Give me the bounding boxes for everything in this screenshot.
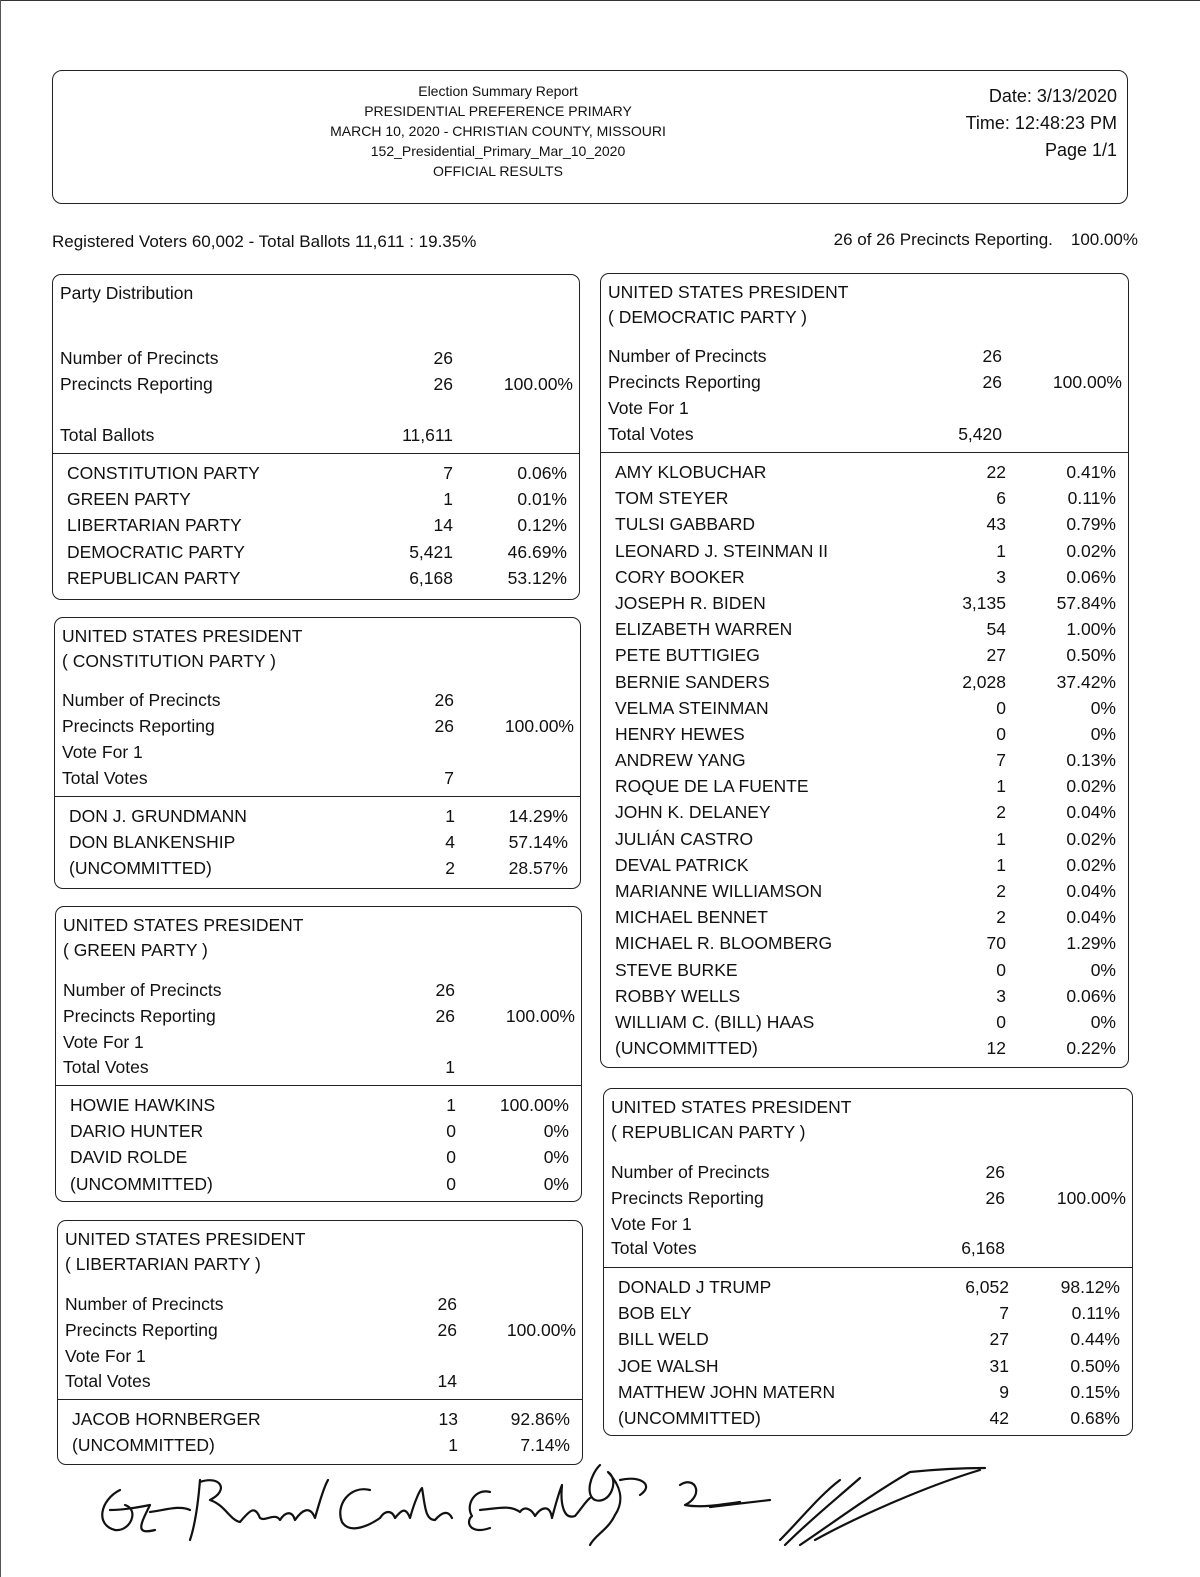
vote-percent: 0.02% [1066,776,1116,797]
panel-title-line: UNITED STATES PRESIDENT [611,1097,852,1117]
report-title-line: PRESIDENTIAL PREFERENCE PRIMARY [364,103,632,119]
vote-count: 43 [986,514,1006,535]
vote-percent: 0.50% [1066,645,1116,666]
vote-count: 13 [438,1409,458,1429]
stat-vote-for [62,739,574,765]
stat-value: 11,611 [402,425,453,445]
result-row [601,485,1128,511]
stat-label: Number of Precincts [608,346,767,366]
result-row [601,538,1128,564]
vote-count: 2 [996,802,1006,823]
result-row [601,1035,1128,1061]
stat-precincts-reporting [62,713,574,739]
candidate-name: ROQUE DE LA FUENTE [615,776,809,797]
democratic-party-panel [600,273,1129,1068]
vote-count: 7 [443,463,453,483]
stat-vote-for [611,1211,1126,1237]
report-page: Page 1/1 [1044,140,1117,160]
stat-value: 26 [982,346,1002,366]
candidate-name: JULIÁN CASTRO [615,828,754,849]
panel-title-line: UNITED STATES PRESIDENT [65,1229,306,1249]
stat-total-votes [62,765,574,791]
vote-percent: 0.50% [1070,1355,1120,1376]
panel-subtitle-line: ( DEMOCRATIC PARTY ) [608,307,807,327]
result-row [601,564,1128,590]
vote-count: 27 [989,1329,1009,1350]
vote-count: 2 [996,881,1006,901]
vote-count: 1 [996,776,1006,797]
result-rows [604,1268,1132,1431]
stat-vote-for [63,1029,575,1055]
report-title-line: MARCH 10, 2020 - CHRISTIAN COUNTY, MISSOURI [330,123,666,139]
vote-percent: 0.06% [1066,985,1116,1006]
stat-label: Precincts Reporting [611,1188,764,1208]
candidate-name: MARIANNE WILLIAMSON [615,881,823,901]
result-row [53,486,579,512]
vote-percent: 0.11% [1071,1303,1120,1324]
result-rows [55,797,580,882]
vote-count: 12 [986,1038,1006,1059]
vote-percent: 0.04% [1066,802,1116,823]
candidate-name: DON J. GRUNDMANN [69,806,247,826]
panel-title-line: UNITED STATES PRESIDENT [608,282,849,302]
result-row [56,1118,581,1144]
panel-title-line: Party Distribution [60,283,194,303]
result-row [53,539,579,565]
result-row [601,852,1128,878]
vote-count: 0 [996,697,1006,718]
candidate-name: JOSEPH R. BIDEN [615,592,766,613]
result-row [53,512,579,538]
candidate-name: MICHAEL BENNET [615,907,768,928]
stat-value: 26 [434,716,454,736]
panel-title [63,913,304,963]
page-top-rule [0,0,1200,1]
vote-percent: 0.04% [1066,881,1116,901]
stat-precincts-reporting [611,1185,1126,1211]
vote-percent: 0% [543,1173,569,1194]
precincts-reporting-pct: 100.00% [1070,230,1138,249]
stat-total-votes [65,1368,576,1394]
result-row [56,1144,581,1170]
stat-value: 1 [445,1057,455,1077]
stat-pct: 100.00% [1052,372,1122,392]
vote-percent: 53.12% [507,567,567,588]
candidate-name: DARIO HUNTER [70,1121,204,1142]
vote-count: 42 [989,1407,1009,1428]
result-row [601,1009,1128,1035]
stat-number-of-precincts [608,343,1122,369]
candidate-name: GREEN PARTY [67,489,191,510]
stat-pct: 100.00% [503,374,573,394]
panel-title-line: UNITED STATES PRESIDENT [62,626,303,646]
result-row [56,1171,581,1197]
vote-percent: 0.13% [1066,750,1116,771]
panel-header [604,1089,1132,1268]
result-row [601,826,1128,852]
candidate-name: JOHN K. DELANEY [615,802,771,823]
report-meta [966,83,1117,164]
candidate-name: CORY BOOKER [615,566,745,587]
vote-count: 6,052 [965,1277,1009,1297]
panel-subtitle-line: ( REPUBLICAN PARTY ) [611,1122,806,1142]
result-row [601,957,1128,983]
stat-value: 26 [433,374,453,394]
vote-percent: 0.02% [1066,828,1116,849]
stat-label: Precincts Reporting [608,372,761,392]
vote-percent: 57.84% [1056,592,1116,613]
vote-count: 1 [996,828,1006,849]
panel-title-line: UNITED STATES PRESIDENT [63,915,304,935]
result-rows [56,1086,581,1197]
result-row [601,590,1128,616]
stat-label: Total Votes [62,768,148,788]
stat-number-of-precincts [62,687,574,713]
vote-count: 5,421 [409,541,453,562]
result-row [601,930,1128,956]
vote-count: 22 [986,462,1006,482]
report-header [52,70,1128,204]
stat-value: 26 [435,1006,455,1026]
stat-label: Precincts Reporting [65,1320,218,1340]
stat-value: 26 [982,372,1002,392]
result-row [601,747,1128,773]
result-row [53,565,579,591]
vote-count: 27 [986,645,1006,666]
vote-percent: 0.02% [1066,540,1116,561]
stat-label: Number of Precincts [65,1294,224,1314]
result-row [58,1406,582,1432]
vote-percent: 7.14% [520,1435,570,1456]
candidate-name: DAVID ROLDE [70,1147,188,1168]
stat-label: Number of Precincts [611,1162,770,1182]
candidate-name: STEVE BURKE [615,959,738,980]
candidate-name: TULSI GABBARD [615,514,756,535]
candidate-name: (UNCOMMITTED) [69,858,212,879]
stat-vote-for [608,395,1122,421]
panel-title [60,281,193,306]
registered-voters-summary: Registered Voters 60,002 - Total Ballots 11,611 : 19.35% [52,232,477,251]
stat-value: 14 [437,1371,457,1391]
stat-label: Total Votes [611,1238,697,1258]
candidate-name: LIBERTARIAN PARTY [67,515,242,536]
vote-percent: 0.11% [1067,488,1116,509]
vote-percent: 0.04% [1066,907,1116,928]
vote-count: 0 [996,1011,1006,1032]
vote-percent: 0% [1090,1011,1116,1032]
stat-precincts-reporting [608,369,1122,395]
vote-percent: 100.00% [499,1095,569,1115]
vote-count: 2 [996,907,1006,928]
stat-label: Vote For 1 [63,1032,144,1052]
panel-title [65,1227,306,1277]
result-row [601,799,1128,825]
candidate-name: BOB ELY [618,1303,692,1324]
panel-subtitle-line: ( CONSTITUTION PARTY ) [62,651,276,671]
candidate-name: MATTHEW JOHN MATERN [618,1381,836,1402]
vote-percent: 0% [1090,959,1116,980]
result-row [604,1405,1132,1431]
result-row [601,695,1128,721]
candidate-name: CONSTITUTION PARTY [67,463,260,483]
vote-percent: 0% [543,1147,569,1168]
result-row [604,1300,1132,1326]
result-row [601,616,1128,642]
panel-subtitle-line: ( GREEN PARTY ) [63,940,208,960]
vote-percent: 0.15% [1070,1381,1120,1402]
precincts-reporting-summary [834,230,1138,250]
stat-value: 26 [434,690,454,710]
candidate-name: HENRY HEWES [615,723,745,744]
stat-label: Total Votes [63,1057,149,1077]
stat-label: Total Ballots [60,425,155,445]
vote-count: 4 [445,832,455,853]
candidate-name: PETE BUTTIGIEG [615,645,760,666]
stat-value: 5,420 [958,424,1002,444]
vote-count: 2 [445,858,455,879]
candidate-name: WILLIAM C. (BILL) HAAS [615,1011,815,1032]
vote-count: 0 [996,723,1006,744]
result-row [53,460,579,486]
stat-label: Precincts Reporting [62,716,215,736]
vote-percent: 28.57% [508,858,568,879]
vote-percent: 0.06% [517,463,567,483]
panel-header [56,907,581,1086]
result-row [601,904,1128,930]
page-left-rule [0,0,1,1577]
result-row [604,1274,1132,1300]
vote-percent: 98.12% [1060,1277,1120,1297]
official-signatures [80,1450,1000,1560]
vote-count: 3,135 [962,592,1006,613]
stat-number-of-precincts [611,1159,1126,1185]
vote-count: 7 [996,750,1006,771]
report-date: Date: 3/13/2020 [988,86,1117,106]
stat-precincts-reporting [63,1003,575,1029]
vote-percent: 0.22% [1066,1038,1116,1059]
candidate-name: JACOB HORNBERGER [72,1409,261,1429]
vote-percent: 0.44% [1070,1329,1120,1350]
stat-value: 26 [437,1294,457,1314]
stat-pct: 100.00% [506,1320,576,1340]
stat-pct: 100.00% [504,716,574,736]
result-row [601,721,1128,747]
stat-label: Precincts Reporting [63,1006,216,1026]
candidate-name: BERNIE SANDERS [615,671,770,692]
candidate-name: ELIZABETH WARREN [615,619,793,640]
vote-percent: 92.86% [510,1409,570,1429]
vote-count: 3 [996,985,1006,1006]
vote-percent: 0% [543,1121,569,1142]
stat-value: 26 [985,1162,1005,1182]
report-title-line: 152_Presidential_Primary_Mar_10_2020 [370,143,626,159]
stat-label: Number of Precincts [60,348,219,368]
vote-count: 1 [446,1095,456,1115]
vote-count: 1 [443,489,453,510]
vote-count: 54 [986,619,1006,640]
vote-count: 6,168 [409,567,453,588]
vote-percent: 0% [1090,697,1116,718]
candidate-name: AMY KLOBUCHAR [615,462,767,482]
candidate-name: HOWIE HAWKINS [70,1095,216,1115]
candidate-name: DON BLANKENSHIP [69,832,236,853]
vote-percent: 46.69% [507,541,567,562]
candidate-name: (UNCOMMITTED) [70,1173,213,1194]
result-row [601,511,1128,537]
vote-count: 3 [996,566,1006,587]
report-time: Time: 12:48:23 PM [965,113,1117,133]
vote-count: 0 [446,1121,456,1142]
precincts-reporting-text: 26 of 26 Precincts Reporting. [833,230,1053,249]
result-row [604,1353,1132,1379]
stat-total-votes [63,1054,575,1080]
vote-count: 14 [433,515,453,536]
candidate-name: (UNCOMMITTED) [615,1038,758,1059]
stat-total-ballots [60,422,573,448]
stat-total-votes [611,1235,1126,1261]
stat-label: Number of Precincts [62,690,221,710]
candidate-name: ROBBY WELLS [615,985,741,1006]
stat-value: 26 [985,1188,1005,1208]
result-row [56,1092,581,1118]
stat-label: Vote For 1 [62,742,143,762]
result-row [604,1379,1132,1405]
stat-pct: 100.00% [505,1006,575,1026]
candidate-name: VELMA STEINMAN [615,697,769,718]
panel-header [53,275,579,454]
candidate-name: LEONARD J. STEINMAN II [615,540,828,561]
stat-label: Precincts Reporting [60,374,213,394]
vote-percent: 0.12% [517,515,567,536]
stat-label: Vote For 1 [608,398,689,418]
stat-label: Total Votes [608,424,694,444]
vote-count: 0 [446,1147,456,1168]
stat-precincts-reporting [65,1317,576,1343]
vote-percent: 0.01% [517,489,567,510]
vote-percent: 1.00% [1066,619,1116,640]
panel-title [611,1095,852,1145]
panel-subtitle-line: ( LIBERTARIAN PARTY ) [65,1254,261,1274]
candidate-name: ANDREW YANG [615,750,746,771]
report-title-line: Election Summary Report [418,83,578,99]
vote-count: 31 [989,1355,1009,1376]
result-row [601,669,1128,695]
candidate-name: DEMOCRATIC PARTY [67,541,245,562]
stat-number-of-precincts [60,345,573,371]
stat-value: 26 [435,980,455,1000]
vote-percent: 37.42% [1056,671,1116,692]
panel-title [608,280,849,330]
candidate-name: JOE WALSH [618,1355,719,1376]
result-row [55,803,580,829]
vote-count: 6 [996,488,1006,509]
stat-pct: 100.00% [1056,1188,1126,1208]
candidate-name: TOM STEYER [615,488,729,509]
stat-number-of-precincts [65,1291,576,1317]
vote-percent: 0% [1090,723,1116,744]
panel-header [601,274,1128,453]
panel-title [62,624,303,674]
result-row [55,855,580,881]
vote-percent: 14.29% [508,806,568,826]
candidate-name: (UNCOMMITTED) [72,1435,215,1456]
vote-count: 1 [996,854,1006,875]
vote-count: 0 [446,1173,456,1194]
stat-label: Vote For 1 [65,1346,146,1366]
stat-value: 26 [433,348,453,368]
result-row [601,642,1128,668]
stat-label: Total Votes [65,1371,151,1391]
green-party-panel [55,906,582,1202]
libertarian-party-panel [57,1220,583,1465]
result-rows [601,453,1128,1061]
republican-party-panel [603,1088,1133,1436]
stat-value: 26 [437,1320,457,1340]
candidate-name: REPUBLICAN PARTY [67,567,241,588]
vote-count: 9 [999,1381,1009,1402]
constitution-party-panel [54,617,581,889]
candidate-name: (UNCOMMITTED) [618,1407,761,1428]
panel-header [58,1221,582,1400]
stat-label: Vote For 1 [611,1214,692,1234]
result-row [604,1326,1132,1352]
vote-percent: 0.79% [1066,514,1116,535]
result-row [601,459,1128,485]
party-distribution-panel [52,274,580,600]
stat-label: Number of Precincts [63,980,222,1000]
vote-count: 2,028 [962,671,1006,692]
candidate-name: DEVAL PATRICK [615,854,749,875]
result-row [55,829,580,855]
stat-value: 6,168 [961,1238,1005,1258]
vote-count: 7 [999,1303,1009,1324]
vote-count: 1 [448,1435,458,1456]
result-row [601,773,1128,799]
stat-total-votes [608,421,1122,447]
vote-count: 0 [996,959,1006,980]
result-rows [53,454,579,591]
vote-count: 1 [996,540,1006,561]
panel-header [55,618,580,797]
candidate-name: MICHAEL R. BLOOMBERG [615,933,833,954]
stat-value: 7 [444,768,454,788]
candidate-name: DONALD J TRUMP [618,1277,772,1297]
vote-count: 1 [445,806,455,826]
vote-percent: 0.68% [1070,1407,1120,1428]
result-row [601,878,1128,904]
stat-vote-for [65,1343,576,1369]
vote-percent: 0.02% [1066,854,1116,875]
report-title-line: OFFICIAL RESULTS [433,163,563,179]
stat-precincts-reporting [60,371,573,397]
vote-percent: 57.14% [508,832,568,853]
vote-percent: 0.41% [1066,462,1116,482]
stat-number-of-precincts [63,977,575,1003]
vote-percent: 1.29% [1066,933,1116,954]
vote-percent: 0.06% [1066,566,1116,587]
result-row [601,983,1128,1009]
candidate-name: BILL WELD [618,1329,709,1350]
vote-count: 70 [986,933,1006,954]
report-title-block [303,81,693,181]
